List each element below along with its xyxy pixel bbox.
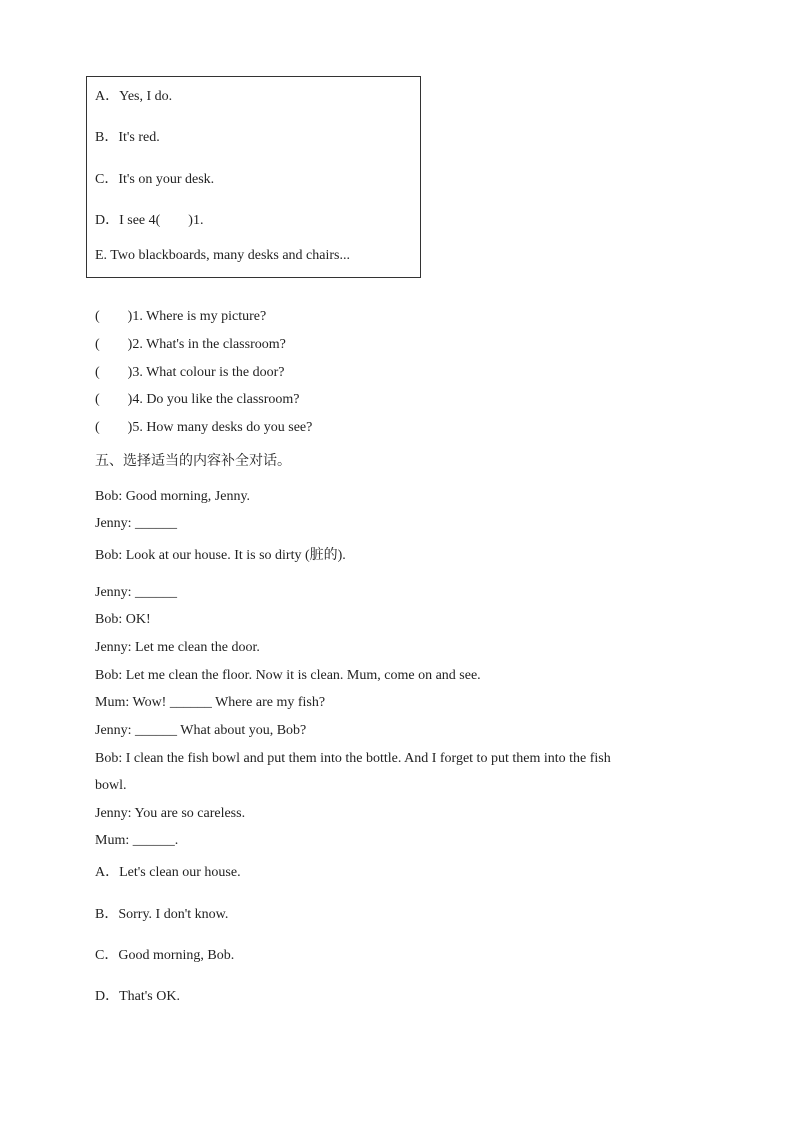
- box-option-a: A．Yes, I do.: [95, 89, 173, 104]
- box-option-c: C．It's on your desk.: [95, 172, 215, 187]
- answer-option-a: A．Let's clean our house.: [95, 865, 241, 880]
- dialogue-line-11: bowl.: [95, 778, 127, 793]
- section-heading: 五、选择适当的内容补全对话。: [95, 453, 291, 469]
- dialogue-line-4: Jenny: ______: [95, 585, 178, 600]
- dialogue-line-10: Bob: I clean the fish bowl and put them into the bottle. And I forget to put them into the fish: [95, 751, 611, 766]
- answer-option-c: C．Good morning, Bob.: [95, 948, 235, 963]
- dialogue-line-3: Bob: Look at our house. It is so dirty (脏的).: [95, 548, 346, 563]
- question-1: ( )1. Where is my picture?: [95, 309, 267, 324]
- question-5: ( )5. How many desks do you see?: [95, 420, 313, 435]
- dialogue-line-5: Bob: OK!: [95, 612, 151, 627]
- answer-option-d: D．That's OK.: [95, 989, 180, 1004]
- box-option-b: B．It's red.: [95, 130, 160, 145]
- dialogue-line-9: Jenny: ______ What about you, Bob?: [95, 723, 307, 738]
- question-2: ( )2. What's in the classroom?: [95, 337, 286, 352]
- dialogue-line-1: Bob: Good morning, Jenny.: [95, 489, 251, 504]
- dialogue-line-2: Jenny: ______: [95, 516, 178, 531]
- question-3: ( )3. What colour is the door?: [95, 365, 285, 380]
- box-option-e: E. Two blackboards, many desks and chairs...: [95, 248, 350, 263]
- dialogue-line-12: Jenny: You are so careless.: [95, 806, 246, 821]
- dialogue-line-8: Mum: Wow! ______ Where are my fish?: [95, 695, 326, 710]
- dialogue-line-6: Jenny: Let me clean the door.: [95, 640, 260, 655]
- dialogue-line-13: Mum: ______.: [95, 833, 179, 848]
- question-4: ( )4. Do you like the classroom?: [95, 392, 300, 407]
- answer-option-b: B．Sorry. I don't know.: [95, 907, 229, 922]
- box-option-d: D．I see 4( )1.: [95, 213, 204, 228]
- dialogue-line-7: Bob: Let me clean the floor. Now it is clean. Mum, come on and see.: [95, 668, 481, 683]
